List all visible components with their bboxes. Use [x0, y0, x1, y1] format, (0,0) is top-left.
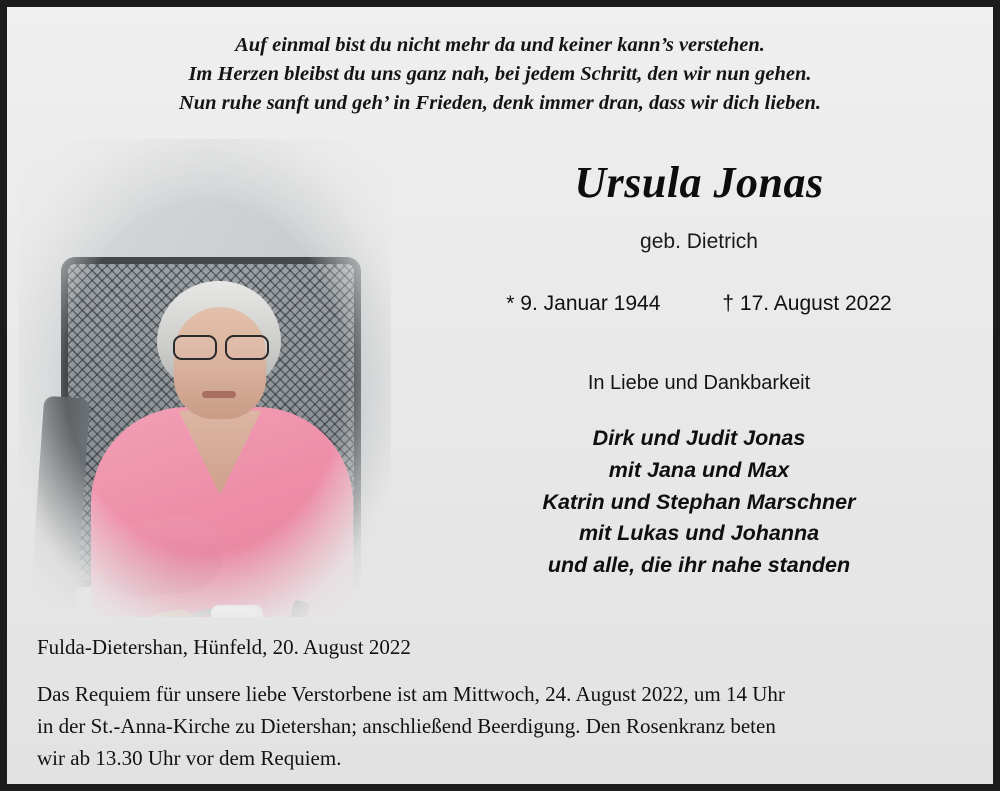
notice-line-2: in der St.-Anna-Kirche zu Dietershan; anschließend Beerdigung. Den Rosenkranz beten: [37, 713, 776, 738]
notice-line-1: Das Requiem für unsere liebe Verstorbene ist am Mittwoch, 24. August 2022, um 14 Uhr: [37, 682, 785, 706]
verse-line-3: Nun ruhe sanft und geh’ in Frieden, denk immer dran, dass wir dich lieben.: [178, 92, 822, 115]
birth-date: * 9. Januar 1944: [506, 292, 661, 315]
photo-vignette: [19, 139, 391, 617]
gratitude-line: In Liebe und Dankbarkeit: [587, 372, 811, 394]
notice-line-3: wir ab 13.30 Uhr vor dem Requiem.: [37, 745, 342, 770]
deceased-name: Ursula Jonas: [574, 158, 824, 207]
survivor-line-2: mit Jana und Max: [608, 457, 790, 482]
place-and-date: Fulda-Dietershan, Hünfeld, 20. August 2022: [37, 635, 411, 659]
survivor-line-1: Dirk und Judit Jonas: [592, 426, 806, 450]
portrait-photo-image: [19, 139, 391, 617]
portrait-photo: [19, 139, 391, 617]
life-dates: [403, 292, 995, 316]
maiden-name: geb. Dietrich: [640, 230, 758, 253]
memorial-verse: [7, 7, 993, 124]
funeral-notice: [37, 679, 967, 775]
survivor-line-4: mit Lukas und Johanna: [578, 521, 820, 546]
survivor-line-3: Katrin und Stephan Marschner: [542, 489, 856, 514]
verse-line-1: Auf einmal bist du nicht mehr da und keiner kann’s verstehen.: [235, 34, 765, 56]
deceased-details: [403, 157, 995, 582]
verse-line-2: Im Herzen bleibst du uns ganz nah, bei jedem Schritt, den wir nun gehen.: [188, 63, 812, 86]
survivors-list: [403, 423, 995, 582]
death-date: † 17. August 2022: [722, 292, 892, 315]
obituary-inner: [7, 7, 993, 784]
survivor-line-5: und alle, die ihr nahe standen: [547, 553, 851, 578]
